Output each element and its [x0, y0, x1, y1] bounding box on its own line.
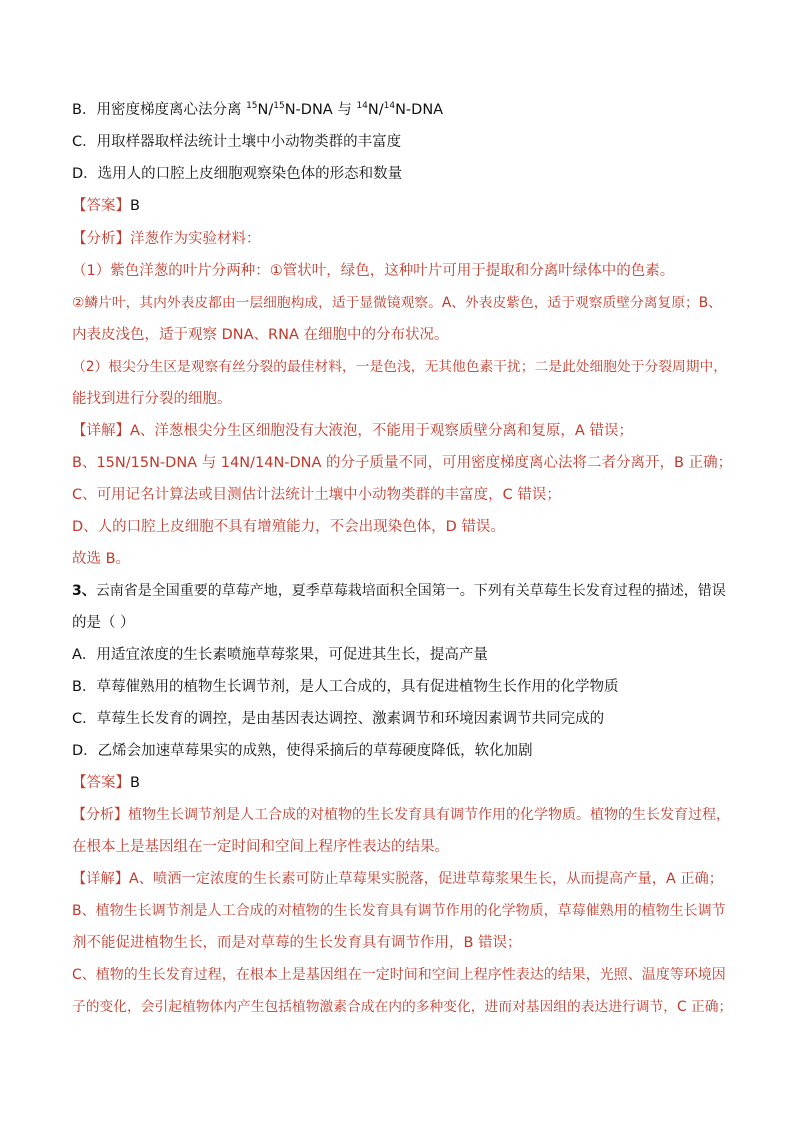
q2-detail-line: C、可用记名计算法或目测估计法统计土壤中小动物类群的丰富度，C 错误； — [72, 487, 561, 503]
q3-detail-line: C、植物的生长发育过程，在根本上是基因组在一定时间和空间上程序性表达的结果，光照、温度等环境因 — [72, 967, 726, 983]
q3-option-c: C．草莓生长发育的调控，是由基因表达调控、激素调节和环境因素调节共同完成的 — [72, 711, 605, 727]
q3-option-d: D．乙烯会加速草莓果实的成熟，使得采摘后的草莓硬度降低，软化加剧 — [72, 743, 533, 759]
q2-option-b-text: N/ — [257, 102, 274, 118]
isotope-sup: 14 — [383, 101, 396, 111]
isotope-sup: 15 — [246, 101, 258, 111]
q3-option-a: A．用适宜浓度的生长素喷施草莓浆果，可促进其生长，提高产量 — [72, 647, 488, 663]
q2-analysis-line: 内表皮浅色，适于观察 DNA、RNA 在细胞中的分布状况。 — [72, 327, 449, 343]
q3-analysis-line: 在根本上是基因组在一定时间和空间上程序性表达的结果。 — [72, 839, 449, 855]
q2-detail-line — [72, 420, 732, 442]
answer-tag: 【答案】 — [72, 775, 130, 791]
q2-option-b — [72, 99, 732, 121]
q3-detail-line: B、植物生长调节剂是人工合成的对植物的生长发育具有调节作用的化学物质，草莓催熟用的植物生长调节 — [72, 903, 726, 919]
q3-stem-line — [72, 580, 732, 602]
q2-detail-line: B、15N/15N-DNA 与 14N/14N-DNA 的分子质量不同，可用密度梯度离心法将二者分离开，B 正确； — [72, 455, 733, 471]
answer-value: B — [130, 198, 140, 214]
q2-analysis-line: 能找到进行分裂的细胞。 — [72, 391, 232, 407]
q2-option-c: C．用取样器取样法统计土壤中小动物类群的丰富度 — [72, 134, 402, 150]
q2-analysis-line: ②鳞片叶，其内外表皮都由一层细胞构成，适于显微镜观察。A、外表皮紫色，适于观察质壁分离复原；B、 — [72, 295, 722, 311]
q2-analysis-line — [72, 228, 732, 250]
q2-conclusion: 故选 B。 — [72, 551, 131, 567]
q3-detail-line: 子的变化，会引起植物体内产生包括植物激素合成在内的多种变化，进而对基因组的表达进行调节，C 正确； — [72, 999, 733, 1015]
isotope-sup: 15 — [273, 101, 285, 111]
analysis-text: 植物生长调节剂是人工合成的对植物的生长发育具有调节作用的化学物质。植物的生长发育过程， — [128, 807, 730, 823]
q3-detail-line — [72, 868, 732, 890]
analysis-text: 洋葱作为实验材料： — [130, 231, 261, 247]
analysis-tag: 【分析】 — [72, 231, 130, 247]
answer-tag: 【答案】 — [72, 198, 130, 214]
q2-analysis-line: （2）根尖分生区是观察有丝分裂的最佳材料，一是色浅，无其他色素干扰；二是此处细胞处于分裂周期中， — [72, 359, 728, 375]
q3-answer — [72, 772, 732, 794]
analysis-tag: 【分析】 — [72, 807, 128, 823]
q2-answer — [72, 195, 732, 217]
detail-text: A、喷洒一定浓度的生长素可防止草莓果实脱落，促进草莓浆果生长，从而提高产量，A 正确； — [129, 871, 724, 887]
detail-tag: 【详解】 — [72, 423, 130, 439]
q3-stem-line: 的是（ ） — [72, 615, 135, 631]
q2-option-b-text: N-DNA — [395, 102, 444, 118]
q3-analysis-line — [72, 804, 732, 826]
isotope-sup: 14 — [356, 101, 368, 111]
q2-option-b-text: N/ — [367, 102, 384, 118]
q2-option-d: D．选用人的口腔上皮细胞观察染色体的形态和数量 — [72, 166, 403, 182]
q3-detail-line: 剂不能促进植物生长，而是对草莓的生长发育具有调节作用，B 错误； — [72, 935, 522, 951]
q2-analysis-line: （1）紫色洋葱的叶片分两种：①管状叶，绿色，这种叶片可用于提取和分离叶绿体中的色素。 — [72, 263, 675, 279]
q3-option-b: B．草莓催熟用的植物生长调节剂，是人工合成的，具有促进植物生长作用的化学物质 — [72, 679, 619, 695]
q2-option-b-text: N-DNA 与 — [284, 102, 357, 118]
answer-value: B — [130, 775, 140, 791]
question-number: 3、 — [72, 583, 96, 599]
detail-text: A、洋葱根尖分生区细胞没有大液泡，不能用于观察质壁分离和复原，A 错误； — [130, 423, 633, 439]
q3-stem-text: 云南省是全国重要的草莓产地，夏季草莓栽培面积全国第一。下列有关草莓生长发育过程的描述，错误 — [95, 583, 726, 599]
detail-tag: 【详解】 — [72, 871, 130, 887]
q2-detail-line: D、人的口腔上皮细胞不具有增殖能力，不会出现染色体，D 错误。 — [72, 519, 505, 535]
q2-option-b-text: B．用密度梯度离心法分离 — [72, 102, 247, 118]
